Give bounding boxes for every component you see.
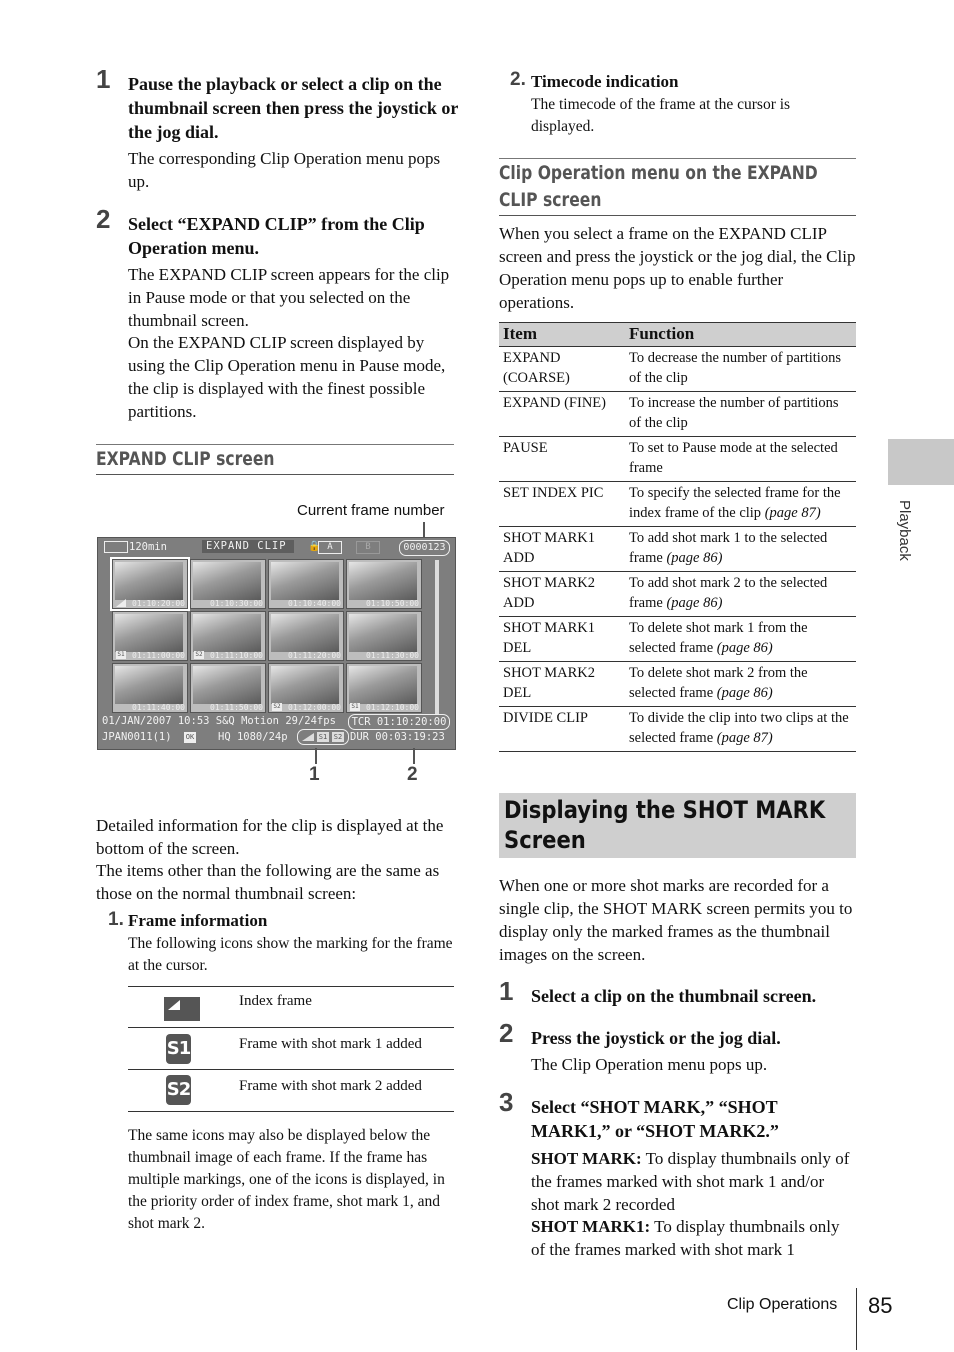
thumbnail-image — [271, 614, 339, 652]
item-body: The timecode of the frame at the cursor is displayed. — [531, 96, 791, 135]
step-number: 1 — [499, 976, 514, 1006]
item-number: 2. — [510, 69, 526, 90]
scrollbar[interactable] — [435, 560, 439, 715]
function-text: To increase the number of partitions of the clip — [629, 394, 839, 431]
callout-label: Current frame number — [297, 502, 445, 519]
slot-a: A — [318, 541, 342, 554]
function-text: To add shot mark 2 to the selected frame — [629, 574, 828, 611]
paragraph: Detailed information for the clip is displayed at the bottom of the screen. — [96, 816, 444, 858]
table-cell-item: EXPAND (COARSE) — [499, 346, 625, 391]
table-cell-function — [625, 391, 856, 436]
thumbnail[interactable] — [112, 611, 188, 661]
function-text: To delete shot mark 1 from the selected frame — [629, 619, 808, 656]
index-frame-icon — [164, 997, 200, 1021]
step-number: 1 — [96, 64, 111, 94]
table-row — [499, 391, 856, 436]
thumbnail-image — [271, 666, 339, 704]
item-title: Frame information — [128, 911, 268, 930]
current-frame-number: 0000123 — [399, 540, 450, 556]
definition-text: To display thumbnails only of the frames marked with shot mark 1 — [531, 1217, 840, 1259]
table-row — [499, 436, 856, 481]
table-cell-function — [625, 616, 856, 661]
table-row — [499, 346, 856, 391]
callout-number: 1 — [309, 764, 320, 785]
screen-title: EXPAND CLIP — [202, 540, 294, 553]
function-text: To set to Pause mode at the selected frame — [629, 439, 838, 476]
paragraph: When one or more shot marks are recorded for a single clip, the SHOT MARK screen permits you to display only the marked frames as the thumbnail images on the screen. — [499, 876, 853, 964]
step-number: 2 — [499, 1018, 514, 1048]
thumbnail[interactable] — [190, 559, 266, 609]
step-title: Select “SHOT MARK,” “SHOT MARK1,” or “SHOT MARK2.” — [531, 1097, 779, 1141]
icon-label: Index frame — [239, 993, 312, 1009]
icon-row — [128, 987, 454, 1028]
table-header — [499, 323, 856, 347]
thumbnail-timecode: 01:11:20:00 — [288, 651, 341, 660]
table-cell-item: SHOT MARK1 ADD — [499, 526, 625, 571]
s2-icon: S2 — [333, 733, 343, 741]
thumbnail[interactable] — [268, 663, 344, 713]
table-cell-function — [625, 571, 856, 616]
timecode-readout: TCR 01:10:20:00 — [348, 714, 450, 730]
shot-mark-2-icon: S2 — [166, 1075, 191, 1105]
table-row — [499, 661, 856, 706]
step-title: Press the joystick or the jog dial. — [531, 1028, 781, 1048]
side-tab — [888, 439, 954, 485]
definition-term: SHOT MARK1: — [531, 1217, 651, 1236]
thumbnail-image — [193, 562, 261, 600]
duration: DUR 00:03:19:23 — [350, 731, 445, 743]
shot-mark-icon: S1 — [117, 651, 125, 658]
footer-divider — [856, 1288, 857, 1350]
function-text: To divide the clip into two clips at the selected frame — [629, 709, 849, 746]
function-text: To specify the selected frame for the index frame of the clip — [629, 484, 841, 521]
step-title: Select “EXPAND CLIP” from the Clip Operation menu. — [128, 214, 425, 258]
step-title: Pause the playback or select a clip on the thumbnail screen then press the joystick or the jog dial. — [128, 74, 459, 142]
table-cell-item: SHOT MARK2 DEL — [499, 661, 625, 706]
shot-mark-icon: S2 — [273, 703, 281, 710]
thumbnail-timecode: 01:12:10:00 — [366, 703, 419, 712]
index-frame-icon — [302, 733, 314, 741]
table-cell-item: EXPAND (FINE) — [499, 391, 625, 436]
table-cell-function — [625, 661, 856, 706]
page-reference[interactable]: (page 87) — [764, 505, 821, 521]
format-info: HQ 1080/24p — [218, 731, 288, 743]
icon-label: Frame with shot mark 2 added — [239, 1078, 422, 1094]
step-number: 3 — [499, 1087, 514, 1117]
thumbnail-timecode: 01:10:20:00 — [132, 599, 185, 608]
callout-line — [413, 748, 415, 764]
table-cell-function — [625, 526, 856, 571]
function-text: To delete shot mark 2 from the selected frame — [629, 664, 808, 701]
step-title: Select a clip on the thumbnail screen. — [531, 986, 817, 1006]
battery-time: 120min — [129, 541, 167, 553]
step-body: On the EXPAND CLIP screen displayed by using the Clip Operation menu in Pause mode, the clip is displayed with the finest possible partitions. — [128, 333, 446, 421]
shot-mark-icon: S2 — [195, 651, 203, 658]
table-cell-item: PAUSE — [499, 436, 625, 481]
thumbnail[interactable] — [190, 663, 266, 713]
thumbnail-image — [115, 614, 183, 652]
footer-section: Clip Operations — [727, 1296, 838, 1313]
icon-label: Frame with shot mark 1 added — [239, 1036, 422, 1052]
table-cell-item: SHOT MARK1 DEL — [499, 616, 625, 661]
table-row — [499, 571, 856, 616]
shot-mark-icon: S1 — [351, 703, 359, 710]
table-cell-item: DIVIDE CLIP — [499, 706, 625, 751]
thumbnail-image — [271, 562, 339, 600]
item-body: The following icons show the marking for the frame at the cursor. — [128, 935, 453, 974]
item-number: 1. — [108, 909, 124, 930]
callout-line — [315, 748, 317, 764]
slot-b: B — [356, 541, 380, 554]
clip-name: JPAN0011(1) — [102, 731, 172, 743]
thumbnail-timecode: 01:11:10:00 — [210, 651, 263, 660]
definition-term: SHOT MARK: — [531, 1149, 642, 1168]
function-text: To add shot mark 1 to the selected frame — [629, 529, 828, 566]
icon-row — [128, 1070, 454, 1112]
section-heading: EXPAND CLIP screen — [96, 448, 275, 470]
paragraph: When you select a frame on the EXPAND CLIP screen and press the joystick or the jog dial, the Clip Operation menu pops up to enable further operations. — [499, 224, 856, 312]
step-number: 2 — [96, 204, 111, 234]
battery-icon — [104, 541, 128, 553]
thumbnail-image — [349, 614, 417, 652]
table-row — [499, 616, 856, 661]
thumbnail-timecode: 01:10:30:00 — [210, 599, 263, 608]
s1-icon: S1 — [318, 733, 328, 741]
paragraph: The same icons may also be displayed below the thumbnail image of each frame. If the frame has multiple markings, one of the icons is displayed, in the priority order of index frame, shot mark 1, and shot mark 2. — [128, 1127, 445, 1232]
column-header: Function — [625, 323, 856, 347]
thumbnail[interactable] — [112, 559, 188, 609]
section-heading: Clip Operation menu on the EXPAND CLIP screen — [499, 162, 818, 211]
thumbnail[interactable] — [268, 559, 344, 609]
thumbnail-timecode: 01:11:40:00 — [132, 703, 185, 712]
clip-info-line: 01/JAN/2007 10:53 S&Q Motion 29/24fps — [102, 715, 336, 727]
table-cell-function — [625, 436, 856, 481]
thumbnail[interactable] — [346, 663, 422, 713]
thumbnail-image — [349, 562, 417, 600]
page-reference[interactable]: (page 86) — [716, 640, 773, 656]
table-cell-item: SET INDEX PIC — [499, 481, 625, 526]
thumbnail[interactable] — [190, 611, 266, 661]
expand-clip-screen — [97, 537, 456, 750]
page-reference[interactable]: (page 86) — [716, 685, 773, 701]
page-reference[interactable]: (page 87) — [716, 730, 773, 746]
thumbnail-timecode: 01:11:00:00 — [132, 651, 185, 660]
table-row — [499, 481, 856, 526]
side-tab-label: Playback — [896, 500, 913, 561]
definition — [531, 1215, 856, 1261]
paragraph: The items other than the following are the same as those on the normal thumbnail screen: — [96, 861, 440, 903]
icon-row — [128, 1028, 454, 1070]
thumbnail[interactable] — [346, 559, 422, 609]
thumbnail-timecode: 01:11:30:00 — [366, 651, 419, 660]
thumbnail[interactable] — [346, 611, 422, 661]
thumbnail-timecode: 01:11:50:00 — [210, 703, 263, 712]
thumbnail-image — [115, 666, 183, 704]
table-cell-item: SHOT MARK2 ADD — [499, 571, 625, 616]
lock-icon: 🔒 — [308, 541, 321, 552]
page-number: 85 — [868, 1293, 893, 1318]
column-header: Item — [499, 323, 625, 347]
frame-info-box — [297, 729, 349, 745]
definition — [531, 1147, 856, 1216]
index-frame-icon — [116, 599, 126, 607]
table-row — [499, 526, 856, 571]
thumbnail-timecode: 01:12:00:00 — [288, 703, 341, 712]
step-body: The EXPAND CLIP screen appears for the clip in Pause mode or that you selected on the thumbnail screen. — [128, 265, 450, 330]
thumbnail[interactable] — [112, 663, 188, 713]
thumbnail[interactable] — [268, 611, 344, 661]
thumbnail-timecode: 01:10:50:00 — [366, 599, 419, 608]
ok-badge: OK — [185, 733, 195, 741]
page-reference[interactable]: (page 86) — [666, 550, 723, 566]
step-body: The Clip Operation menu pops up. — [531, 1055, 768, 1074]
thumbnail-image — [115, 562, 183, 600]
page-title: Displaying the SHOT MARK Screen — [504, 796, 826, 854]
thumbnail-image — [349, 666, 417, 704]
function-text: To decrease the number of partitions of the clip — [629, 349, 841, 386]
thumbnail-timecode: 01:10:40:00 — [288, 599, 341, 608]
definition-text: To display thumbnails only of the frames marked with shot mark 1 and/or shot mark 2 recorded — [531, 1149, 850, 1214]
page-reference[interactable]: (page 86) — [666, 595, 723, 611]
table-cell-function — [625, 706, 856, 751]
clip-operation-table — [499, 322, 856, 752]
item-title: Timecode indication — [531, 72, 679, 91]
step-body: The corresponding Clip Operation menu pops up. — [128, 149, 441, 191]
table-row — [499, 706, 856, 751]
table-cell-function — [625, 481, 856, 526]
table-body — [499, 346, 856, 751]
shot-mark-1-icon: S1 — [166, 1034, 191, 1064]
table-cell-function — [625, 346, 856, 391]
callout-number: 2 — [407, 764, 418, 785]
thumbnail-image — [193, 614, 261, 652]
thumbnail-image — [193, 666, 261, 704]
